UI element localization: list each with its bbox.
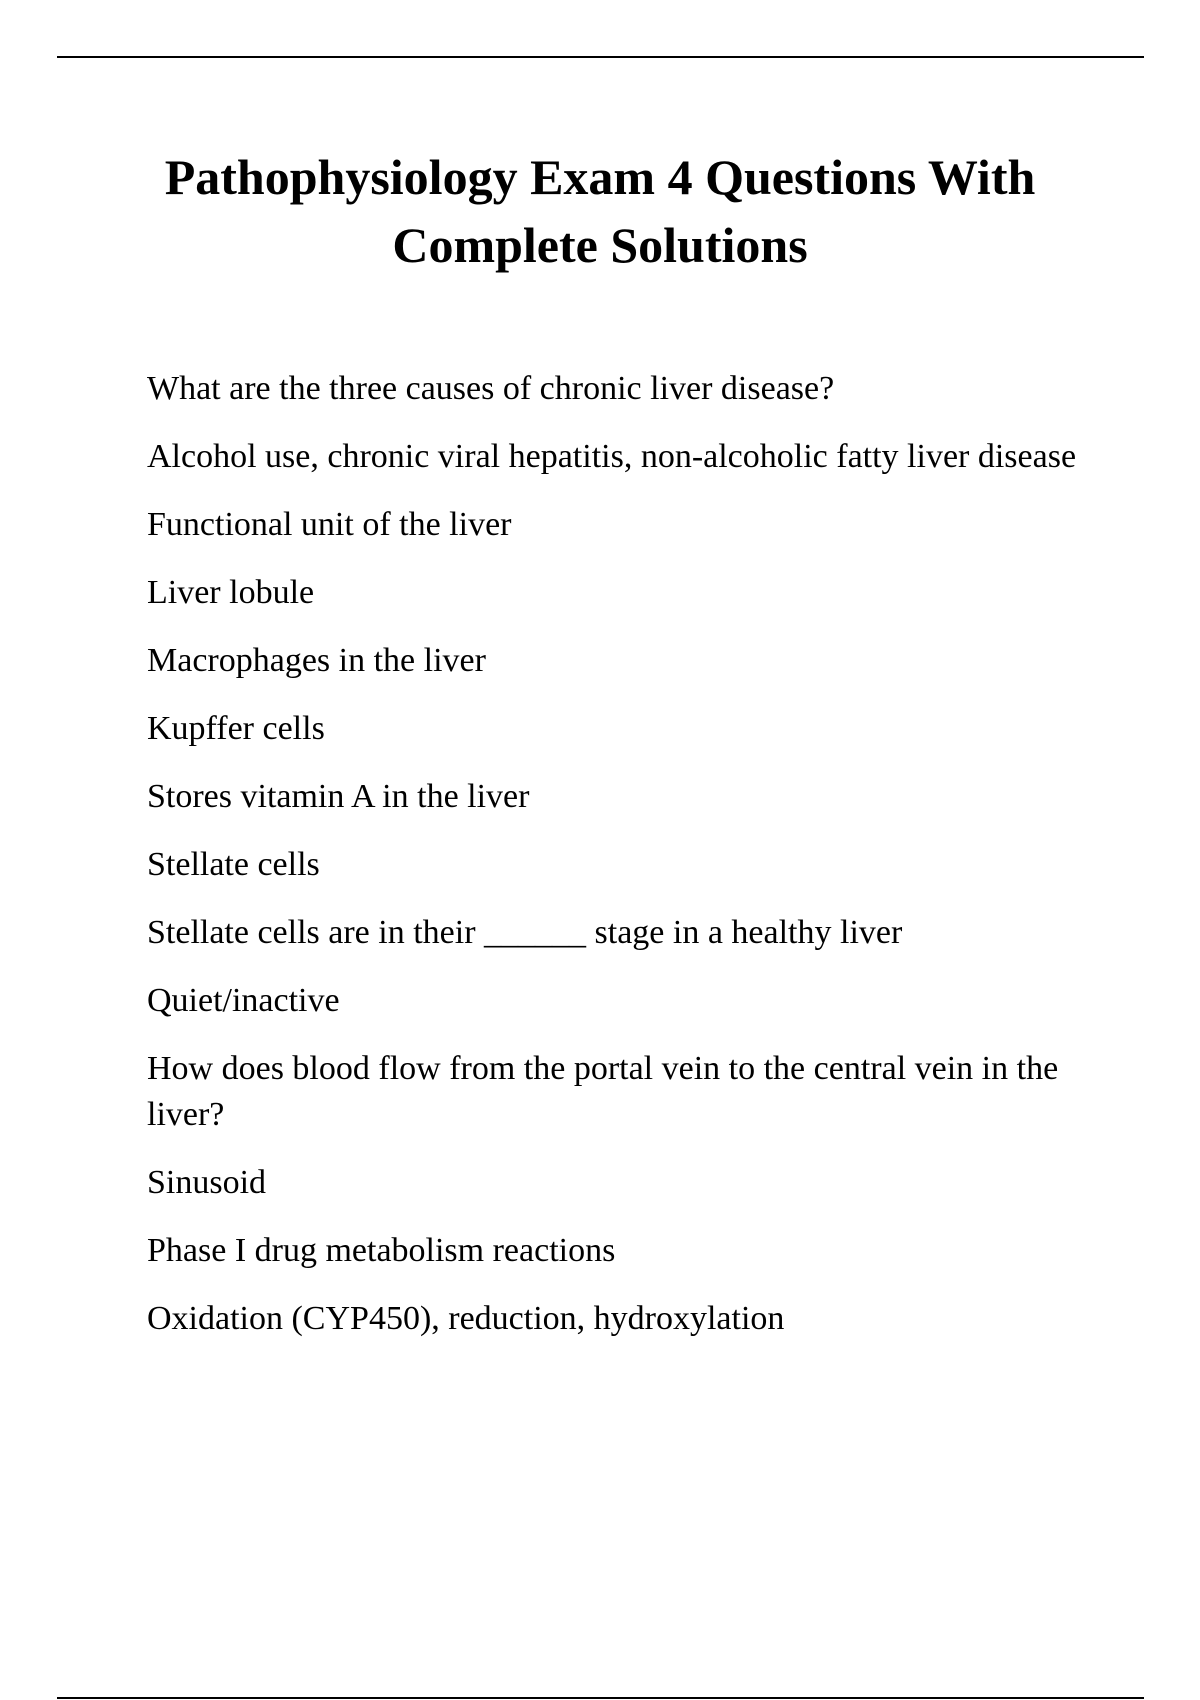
- question-line: Macrophages in the liver: [147, 642, 486, 679]
- answer-line: Liver lobule: [147, 574, 315, 611]
- question-line: Stores vitamin A in the liver: [147, 778, 530, 815]
- answer-line: Kupffer cells: [147, 710, 325, 747]
- question-line: Stellate cells are in their ______ stage in a healthy liver: [147, 914, 903, 951]
- question-line: What are the three causes of chronic liver disease?: [147, 370, 835, 407]
- answer-line: Stellate cells: [147, 846, 320, 883]
- answer-line: Oxidation (CYP450), reduction, hydroxylation: [147, 1300, 785, 1337]
- question-line: Functional unit of the liver: [147, 506, 512, 543]
- bottom-divider: [57, 1697, 1144, 1699]
- answer-line: Quiet/inactive: [147, 982, 340, 1019]
- answer-line: Sinusoid: [147, 1164, 267, 1201]
- question-line: Phase I drug metabolism reactions: [147, 1232, 616, 1269]
- question-line: How does blood flow from the portal vein to the central vein in the liver?: [147, 1050, 1059, 1133]
- document-title: Pathophysiology Exam 4 Questions With Complete Solutions: [164, 149, 1036, 273]
- answer-line: Alcohol use, chronic viral hepatitis, non-alcoholic fatty liver disease: [147, 438, 1077, 475]
- top-divider: [57, 56, 1144, 58]
- qa-list: [147, 366, 1087, 1364]
